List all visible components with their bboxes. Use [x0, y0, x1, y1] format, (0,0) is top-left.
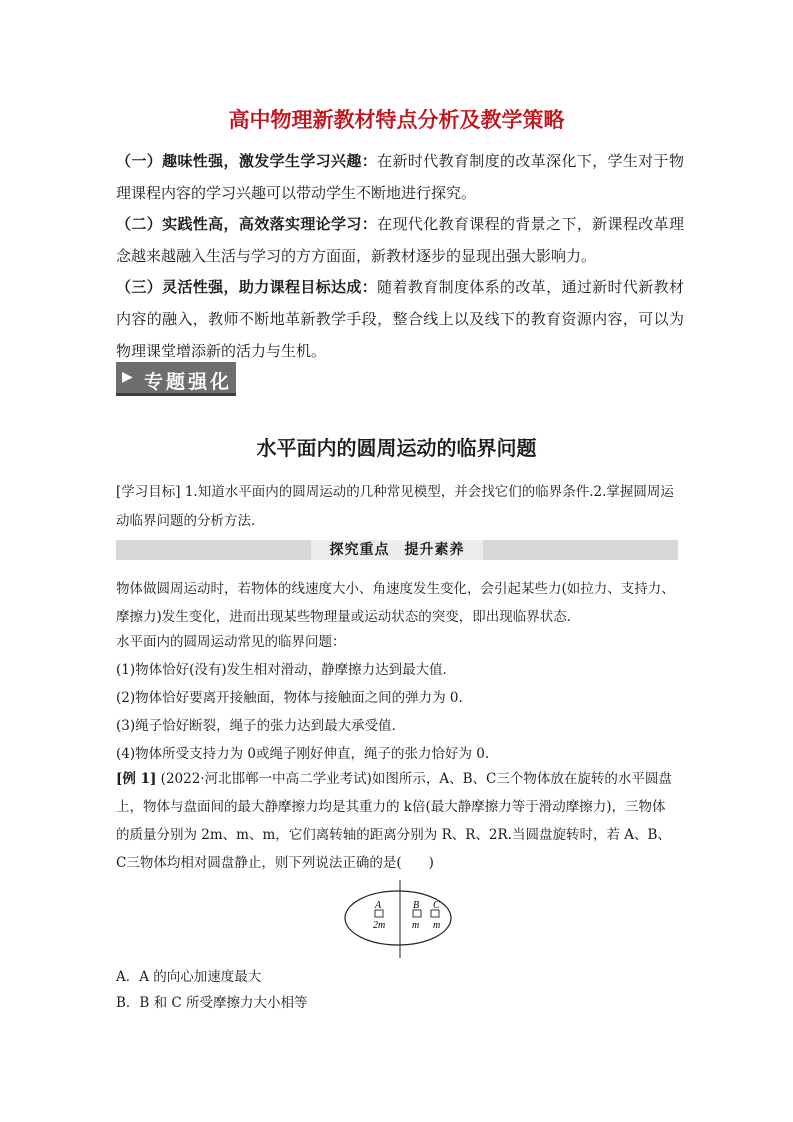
mass-C: m [433, 920, 441, 931]
mass-B: m [412, 920, 420, 931]
page-title: 高中物理新教材特点分析及教学策略 [228, 108, 565, 132]
section-bar-label: 探究重点 提升素养 [311, 540, 483, 560]
label-B: B [413, 900, 420, 911]
list-item-3: (3)绳子恰好断裂，绳子的张力达到最大承受值． [116, 718, 406, 734]
example-1 [116, 765, 678, 877]
label-A: A [375, 900, 382, 911]
intro-lead-1: （一）趣味性强，激发学生学习兴趣： [116, 152, 378, 170]
example-tag: [例 1] [116, 771, 157, 787]
topic-banner-label: 专题强化 [144, 371, 233, 393]
play-arrow-icon: ▶ [122, 369, 133, 385]
section-title: 水平面内的圆周运动的临界问题 [256, 436, 537, 460]
intro-paragraph-1 [116, 145, 684, 209]
intro-text-2: 在现代化教育课程的背景之下，新课程改革理念越来越融入生活与学习的方方面面，新教材逐步的显现出强大影响力。 [116, 215, 684, 265]
intro-lead-3: （三）灵活性强，助力课程目标达成： [116, 278, 378, 296]
block-C [431, 910, 439, 917]
intro-text-3: 随着教育制度体系的改革，通过新时代新教材内容的融入，教师不断地革新教学手段，整合线上以及线下的教育资源内容，可以为物理课堂增添新的活力与生机。 [116, 278, 684, 360]
learning-goals-text: 1.知道水平面内的圆周运动的几种常见模型，并会找它们的临界条件.2.掌握圆周运动临界问题的分析方法． [116, 484, 674, 529]
choice-b: B．B 和 C 所受摩擦力大小相等 [116, 995, 308, 1011]
body-paragraph-1: 物体做圆周运动时，若物体的线速度大小、角速度发生变化，会引起某些力(如拉力、支持力、摩擦力)发生变化，进而出现某些物理量或运动状态的突变，即出现临界状态． [116, 581, 675, 625]
example-text: (2022·河北邯郸一中高二学业考试)如图所示，A、B、C三个物体放在旋转的水平圆盘上，物体与盘面间的最大静摩擦力均是其重力的 k倍(最大静摩擦力等于滑动摩擦力)，三物体的质量分别为 2m、m、m，它们离转轴的距离分别为 R、R、2R.当圆盘旋转时，若 A、B、C三物体均相对圆盘静止，则下列说法正确的是( ) [116, 771, 672, 871]
intro-paragraph-2 [116, 208, 684, 272]
mass-A: 2m [373, 920, 386, 931]
list-item-2: (2)物体恰好要离开接触面，物体与接触面之间的弹力为 0. [116, 690, 463, 706]
choice-a: A．A 的向心加速度最大 [116, 969, 262, 985]
intro-paragraph-3 [116, 271, 684, 367]
learning-goals-tag: [学习目标] [116, 484, 181, 500]
label-C: C [433, 900, 440, 911]
list-item-1: (1)物体恰好(没有)发生相对滑动，静摩擦力达到最大值． [116, 662, 457, 678]
list-item-4: (4)物体所受支持力为 0或绳子刚好伸直，绳子的张力恰好为 0. [116, 746, 490, 762]
section-bar [116, 540, 678, 560]
learning-goals [116, 478, 678, 536]
body-paragraph-2: 水平面内的圆周运动常见的临界问题： [116, 634, 346, 650]
intro-lead-2: （二）实践性高，高效落实理论学习： [116, 215, 378, 233]
rotating-disk-figure [340, 878, 460, 960]
block-A [375, 910, 383, 917]
intro-text-1: 在新时代教育制度的改革深化下，学生对于物理课程内容的学习兴趣可以带动学生不断地进行探究。 [116, 152, 684, 202]
topic-banner [116, 362, 236, 396]
block-B [413, 910, 421, 917]
